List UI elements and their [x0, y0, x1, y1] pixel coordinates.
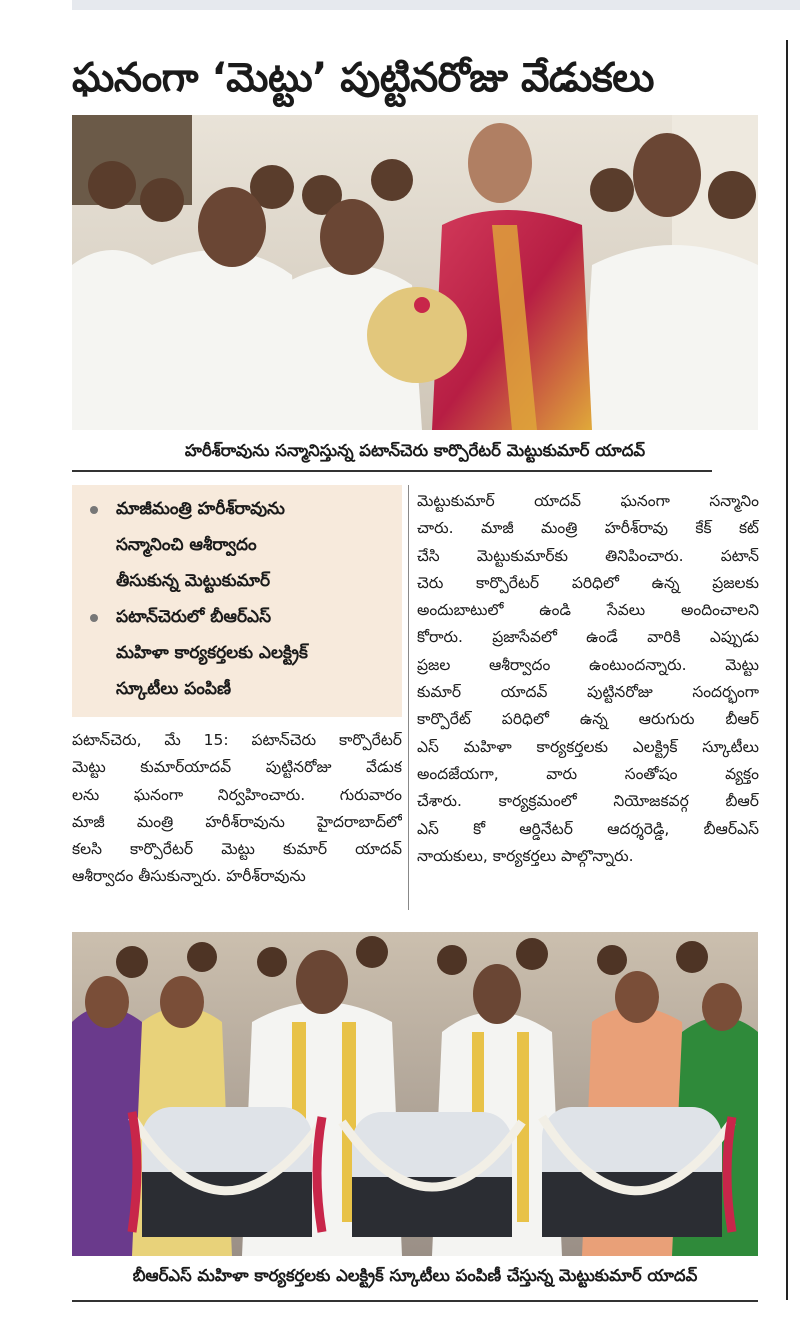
scooty-distribution-photo [72, 932, 758, 1256]
top-strip [72, 0, 800, 10]
photo1-caption: హరీశ్‌రావును సన్మానిస్తున్న పటాన్‌చెరు కార్పొరేటర్ మెట్టుకుమార్ యాదవ్ [184, 441, 646, 460]
bullet-icon [90, 506, 98, 514]
body-line: లను ఘనంగా నిర్వహించారు. గురువారం [72, 785, 402, 804]
highlight-item [90, 599, 390, 707]
column-divider [408, 485, 409, 910]
body-line: చెరు కార్పొరేటర్ పరిధిలో ఉన్న ప్రజలకు [417, 573, 759, 592]
highlight-line: తీసుకున్న మెట్టుకుమార్ [116, 571, 271, 591]
headline: ఘనంగా ‘మెట్టు’ పుట్టినరోజు వేడుకలు [72, 55, 654, 101]
body-line: చేశారు. కార్యక్రమంలో నియోజకవర్గ బీఆర్ [417, 792, 759, 811]
highlight-item [90, 491, 390, 599]
body-line: కోరారు. ప్రజాసేవలో ఉండే వారికి ఎప్పుడు [417, 628, 759, 647]
body-line: ఎస్ మహిళా కార్యకర్తలకు ఎలక్ట్రిక్ స్కూటీలు [417, 737, 759, 756]
body-line: చేసి మెట్టుకుమార్‌కు తినిపించారు. పటాన్ [417, 546, 759, 565]
bullet-icon [90, 614, 98, 622]
body-line: ఎస్ కో ఆర్డినేటర్ ఆదర్శరెడ్డి, బీఆర్ఎస్ [417, 819, 759, 838]
highlight-line: స్కూటీలు పంపిణీ [116, 679, 232, 699]
body-line: కలసి కార్పొరేటర్ మెట్టు కుమార్ యాదవ్ [72, 840, 402, 859]
highlight-line: మహిళా కార్యకర్తలకు ఎలక్ట్రిక్ [116, 643, 308, 663]
body-line: ఆశీర్వాదం తీసుకున్నారు. హరీశ్‌రావును [72, 867, 306, 886]
highlight-line: సన్మానించి ఆశీర్వాదం [116, 535, 257, 555]
page-edge-rule [786, 40, 788, 1300]
body-line: నాయకులు, కార్యకర్తలు పాల్గొన్నారు. [417, 846, 634, 865]
body-line: చారు. మాజీ మంత్రి హరీశ్‌రావు కేక్ కట్ [417, 519, 759, 538]
photo2-caption: బీఆర్ఎస్ మహిళా కార్యకర్తలకు ఎలక్ట్రిక్ స్కూటీలు పంపిణీ చేస్తున్న మెట్టుకుమార్ యాదవ్ [132, 1266, 698, 1285]
highlight-line: మాజీమంత్రి హరీశ్‌రావును [116, 499, 285, 519]
body-right-column [417, 488, 759, 870]
body-line: కుమార్ యాదవ్ పుట్టినరోజు సందర్భంగా [417, 683, 759, 702]
bottom-rule [72, 1300, 758, 1302]
body-line: పటాన్‌చెరు, మే 15: పటాన్‌చెరు కార్పొరేటర్ [72, 731, 402, 749]
highlights-box [72, 485, 402, 717]
body-line: కార్పొరేట్ పరిధిలో ఉన్న ఆరుగురు బీఆర్ [417, 710, 759, 729]
body-line: అందుబాటులో ఉండి సేవలు అందించాలని [417, 601, 759, 620]
body-line: మెట్టుకుమార్ యాదవ్ ఘనంగా సన్మానిం [417, 492, 759, 510]
caption-rule [72, 470, 712, 472]
body-left-column [72, 727, 402, 891]
body-line: ప్రజల ఆశీర్వాదం ఉంటుందన్నారు. మెట్టు [417, 655, 759, 674]
felicitation-photo [72, 115, 758, 430]
highlight-line: పటాన్‌చెరులో బీఆర్ఎస్ [116, 607, 272, 627]
body-line: అందజేయగా, వారు సంతోషం వ్యక్తం [417, 764, 759, 783]
body-line: మాజీ మంత్రి హరీశ్‌రావును హైదరాబాద్‌లో [72, 812, 402, 831]
body-line: మెట్టు కుమార్‌యాదవ్ పుట్టినరోజు వేడుక [72, 758, 402, 777]
